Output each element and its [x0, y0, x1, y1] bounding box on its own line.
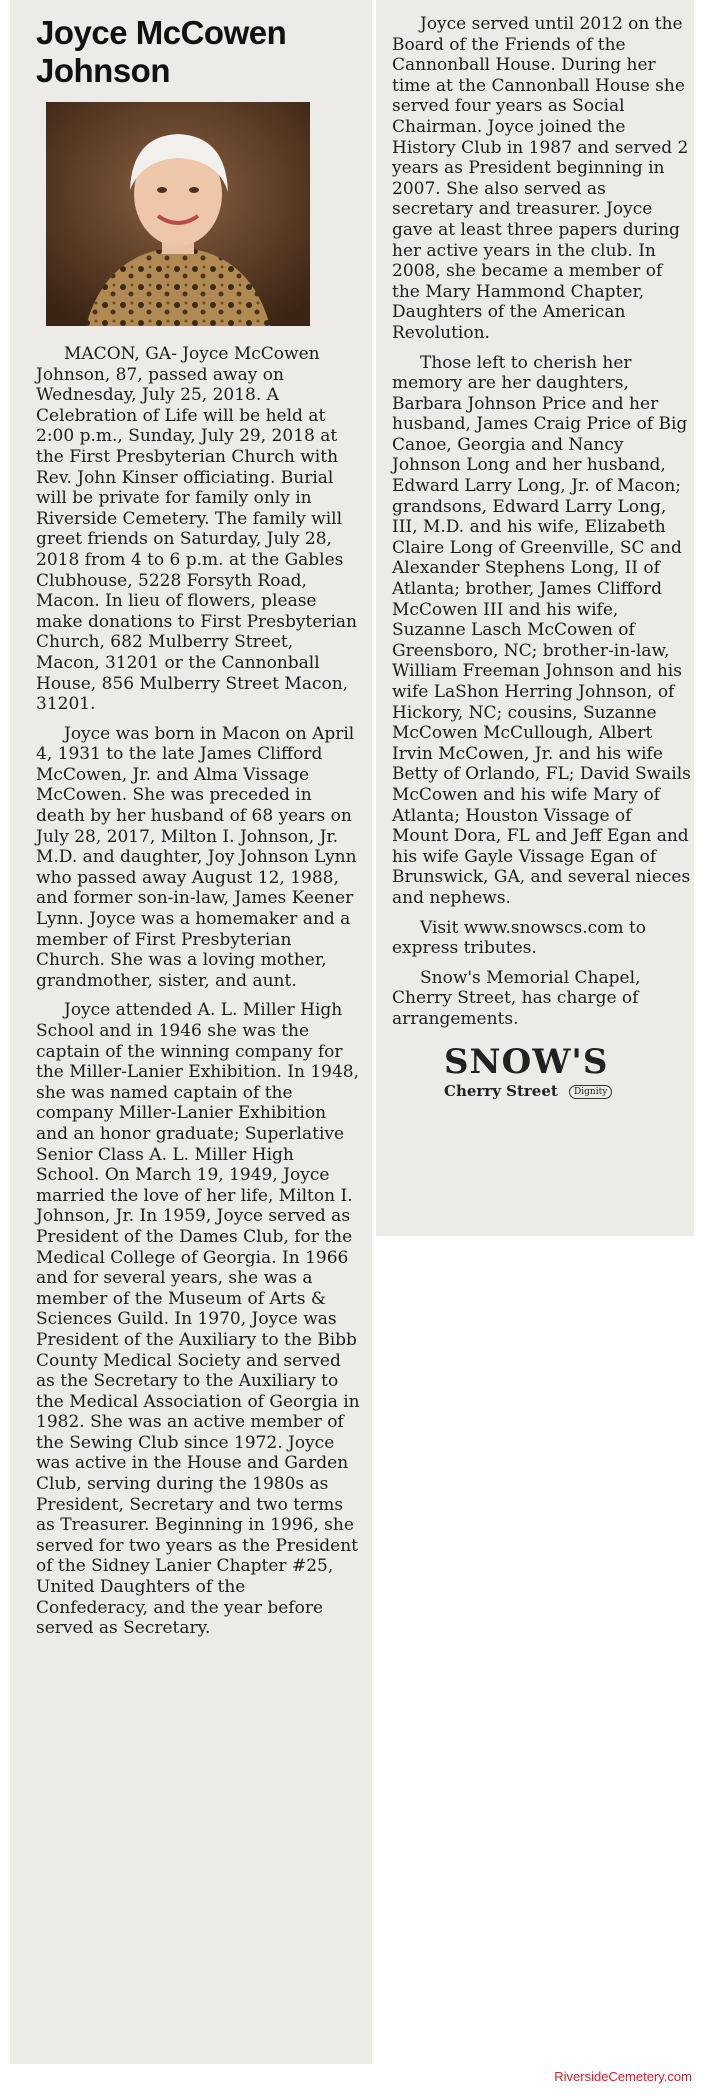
- column-divider: [372, 0, 376, 1236]
- logo-subtitle-row: [444, 1082, 692, 1100]
- paragraph-survivors: Those left to cherish her memory are her daughters, Barbara Johnson Price and her husband, James Craig Price of Big Canoe, Georgia and Nancy Johnson Long and her husband, Edward Larry Long, Jr. of Macon; grandsons, Edward Larry Long, III, M.D. and his wife, Elizabeth Claire Long of Greenville, SC and Alexander Stephens Long, II of Atlanta; brother, James Clifford McCowen III and his wife, Suzanne Lasch McCowen of Greensboro, NC; brother-in-law, William Freeman Johnson and his wife LaShon Herring Johnson, of Hickory, NC; cousins, Suzanne McCowen McCullough, Albert Irvin McCowen, Jr. and his wife Betty of Orlando, FL; David Swails McCowen and his wife Mary of Atlanta; Houston Vissage of Mount Dora, FL and Jeff Egan and his wife Gayle Vissage Egan of Brunswick, GA, and several nieces and nephews.: [392, 352, 691, 908]
- paragraph-arrangements: Snow's Memorial Chapel, Cherry Street, has charge of arrangements.: [392, 967, 641, 1029]
- watermark-link[interactable]: RiversideCemetery.com: [554, 2069, 692, 2084]
- logo-name: SNOW'S: [444, 1041, 609, 1082]
- logo-subtitle: Cherry Street: [444, 1081, 558, 1100]
- blank-area: [372, 1236, 694, 2064]
- portrait-photo: [46, 102, 310, 326]
- paragraph-service: Joyce served until 2012 on the Board of the Friends of the Cannonball House. During her time at the Cannonball House she served four years as Social Chairman. Joyce joined the History Club in 1987 and served 2 years as President beginning in 2007. She also served as secretary and treasurer. Joyce gave at least three papers during her active years in the club. In 2008, she became a member of the Mary Hammond Chapter, Daughters of the American Revolution.: [392, 14, 689, 343]
- paragraph-tributes: Visit www.snowscs.com to express tributes.: [392, 917, 647, 959]
- newspaper-clipping: [10, 0, 694, 2064]
- headline: Joyce McCowen Johnson: [36, 14, 287, 89]
- paragraph-activities: Joyce attended A. L. Miller High School and in 1946 she was the captain of the winning company for the Miller-Lanier Exhibition. In 1948, she was named captain of the company Miller-Lanier Exhibition and an honor graduate; Superlative Senior Class A. L. Miller High School. On March 19, 1949, Joyce married the love of her life, Milton I. Johnson, Jr. In 1959, Joyce served as President of the Dames Club, for the Medical College of Georgia. In 1966 and for several years, she was a member of the Museum of Arts & Sciences Guild. In 1970, Joyce was President of the Auxiliary to the Bibb County Medical Society and served as the Secretary to the Auxiliary to the Medical Association of Georgia in 1982. She was an active member of the Sewing Club since 1972. Joyce was active in the House and Garden Club, serving during the 1980s as President, Secretary and two terms as Treasurer. Beginning in 1996, she served for two years as the President of the Sidney Lanier Chapter #25, United Daughters of the Confederacy, and the year before served as Secretary.: [36, 1000, 360, 1639]
- left-column: [36, 14, 362, 1639]
- right-column: [392, 14, 692, 1100]
- paragraph-announcement: MACON, GA- Joyce McCowen Johnson, 87, passed away on Wednesday, July 25, 2018. A Celebration of Life will be held at 2:00 p.m., Sunday, July 29, 2018 at the First Presbyterian Church with Rev. John Kinser officiating. Burial will be private for family only in Riverside Cemetery. The family will greet friends on Saturday, July 28, 2018 from 4 to 6 p.m. at the Gables Clubhouse, 5228 Forsyth Road, Macon. In lieu of flowers, please make donations to First Presbyterian Church, 682 Mulberry Street, Macon, 31201 or the Cannonball House, 856 Mulberry Street Macon, 31201.: [36, 344, 357, 715]
- paragraph-early-life: Joyce was born in Macon on April 4, 1931 to the late James Clifford McCowen, Jr. and Alma Vissage McCowen. She was preceded in death by her husband of 68 years on July 28, 2017, Milton I. Johnson, Jr. M.D. and daughter, Joy Johnson Lynn who passed away August 12, 1988, and former son-in-law, James Keener Lynn. Joyce was a homemaker and a member of First Presbyterian Church. She was a loving mother, grandmother, sister, and aunt.: [36, 723, 357, 991]
- dignity-badge: Dignity: [569, 1085, 612, 1099]
- funeral-home-logo: [444, 1041, 692, 1100]
